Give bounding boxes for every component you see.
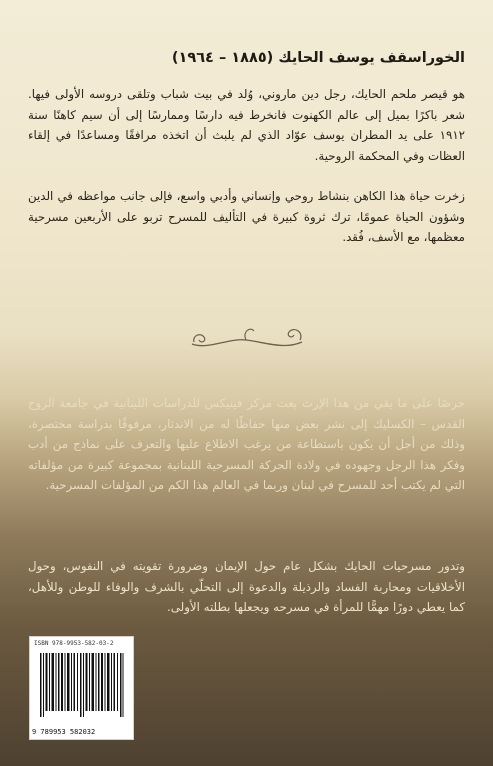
barcode-digits: 9 789953 582032 bbox=[32, 728, 96, 736]
works-paragraph: زخرت حياة هذا الكاهن بنشاط روحي وإنساني وأدبي واسع، فإلى جانب مواعظه في الدين وشؤون الحياة عمومًا، ترك ثروة كبيرة في التأليف للمسرح تربو على الأربعين مسرحية معظمها، مع الأسف، فُقد. bbox=[28, 189, 465, 244]
barcode bbox=[29, 636, 134, 740]
author-heading: الخوراسقف يوسف الحايك (١٨٨٥ – ١٩٦٤) bbox=[171, 50, 465, 66]
isbn-text: ISBN 978-9953-582-03-2 bbox=[34, 640, 114, 647]
publisher-paragraph: حرصًا على ما بقي من هذا الإرث بعث مركز فينيكس للدراسات اللبنانية في جامعة الروح القدس – الكسليك إلى نشر بعض منها حفاظًا له من الاندثار، مرفوقًا بدراسة مختصرة، وذلك من أجل أن يكون باستطاعة من يرغب الاطلاع عليها والتعرف على نماذج من أدب وفكر هذا الرجل وجهوده في ولادة الحركة المسرحية اللبنانية بمجموعة كبيرة من مؤلفاته التي لم يكتب أحد للمسرح في لبنان وربما في العالم هذا الكم من المؤلفات المسرحية. bbox=[28, 396, 465, 492]
flourish-ornament-icon bbox=[188, 318, 306, 352]
themes-paragraph: وتدور مسرحيات الحايك بشكل عام حول الإيمان وضرورة تقويته في النفوس، وحول الأخلاقيات ومحاربة الفساد والرذيلة والدعوة إلى التحلّي بالشرف والوفاء للوطن وللأهل، كما يعطي دورًا مهمًّا للمرأة في مسرحه ويجعلها بطلته الأولى. bbox=[28, 559, 465, 614]
bio-paragraph: هو قيصر ملحم الحايك، رجل دين ماروني، وُلد في بيت شباب وتلقى دروسه الأولى فيها. شعر باكرًا بميل إلى عالم الكهنوت فانخرط فيه دارسًا وممارسًا إلى أن سيم كاهنًا سنة ١٩١٢ على يد المطران يوسف عوّاد الذي لم يلبث أن اتخذه مرافقًا ومساعدًا في إلقاء العظات وفي المحكمة الروحية. bbox=[28, 87, 465, 163]
barcode-bars-icon bbox=[40, 653, 124, 717]
